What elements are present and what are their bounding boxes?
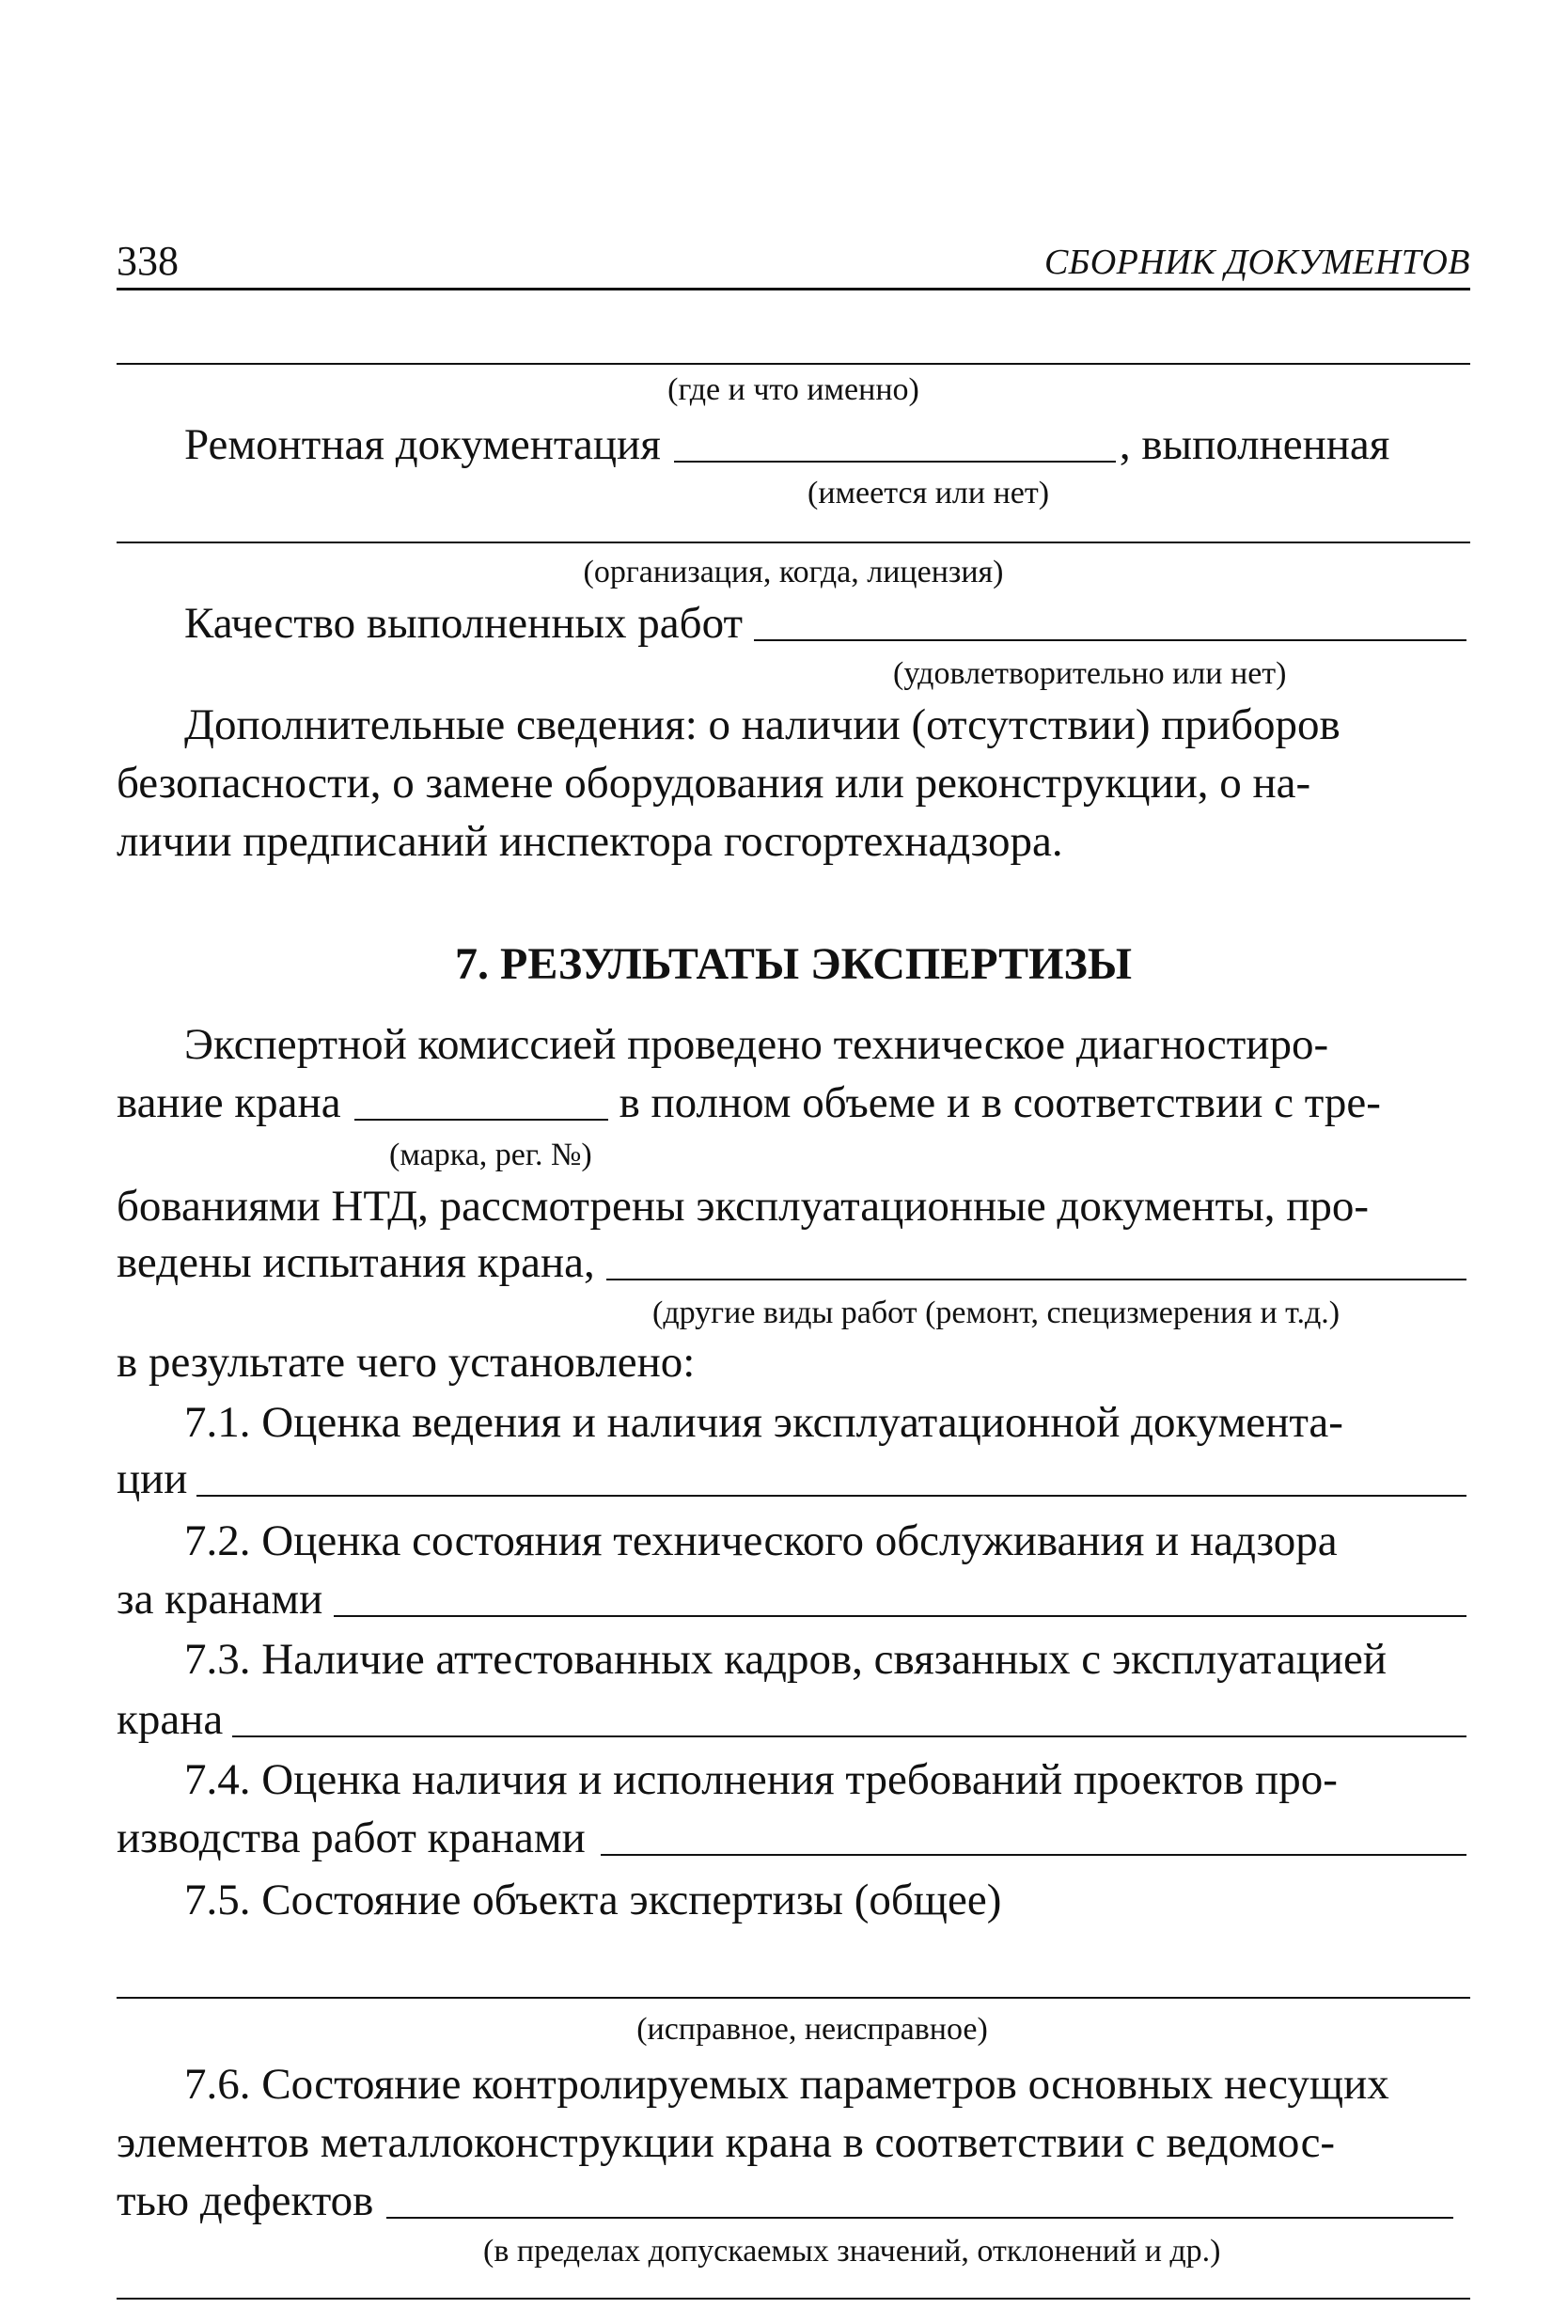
caption-satisfactory: (удовлетворительно или нет): [893, 656, 1287, 691]
item-7-4: [117, 1756, 1470, 1805]
item-7-6-cont: [117, 2119, 1470, 2168]
body-text: 7.5. Состояние объекта экспертизы (общее): [184, 1876, 1002, 1924]
caption-exists-or-not: (имеется или нет): [808, 476, 1050, 510]
blank-line: [117, 2298, 1470, 2300]
repair-doc-label: Ремонтная документация: [184, 420, 661, 469]
caption-other-works: (другие виды работ (ремонт, специзмерения и т.д.): [652, 1295, 1341, 1330]
body-text: вание крана: [117, 1078, 341, 1127]
caption-org-when-license: (организация, когда, лицензия): [583, 555, 1004, 589]
caption-where-what: (где и что именно): [667, 372, 919, 407]
section-title: 7. РЕЗУЛЬТАТЫ ЭКСПЕРТИЗЫ: [455, 939, 1132, 989]
repair-doc-line: [117, 421, 1470, 470]
quality-line: [117, 600, 1470, 649]
body-text: ции: [117, 1454, 188, 1503]
body-text: 7.3. Наличие аттестованных кадров, связанных с эксплуатацией: [184, 1635, 1388, 1684]
caption-brand-reg: (марка, рег. №): [389, 1138, 592, 1172]
body-text: 7.6. Состояние контролируемых параметров основных несущих: [184, 2060, 1389, 2109]
text-line: [117, 1021, 1470, 1070]
text-line: [117, 1183, 1470, 1232]
quality-blank: [754, 638, 1466, 641]
body-text: в результате чего установлено:: [117, 1338, 696, 1387]
tests-line: [117, 1239, 1470, 1288]
item-7-2-blank: [334, 1614, 1466, 1617]
item-7-5: [117, 1876, 1470, 1925]
text-line: [117, 1339, 1470, 1388]
text-line: [117, 818, 1470, 867]
item-7-6-blank: [386, 2216, 1453, 2219]
body-text: 7.1. Оценка ведения и наличия эксплуатационной документа-: [184, 1398, 1343, 1447]
item-7-2: [117, 1517, 1470, 1566]
text-line: [117, 760, 1470, 809]
body-text: 7.2. Оценка состояния технического обслуживания и надзора: [184, 1516, 1338, 1565]
text-line: [117, 701, 1470, 750]
blank-line: [117, 542, 1470, 543]
item-7-3-cont: [117, 1696, 1470, 1745]
tests-blank: [606, 1278, 1466, 1280]
item-7-4-blank: [601, 1853, 1466, 1856]
blank-line: [117, 363, 1470, 365]
document-page: [117, 0, 1470, 2324]
body-text: ведены испытания крана,: [117, 1238, 595, 1287]
body-text: Экспертной комиссией проведено техническое диагностиро-: [184, 1020, 1329, 1069]
item-7-1-blank: [196, 1494, 1466, 1497]
body-text: бованиями НТД, рассмотрены эксплуатационные документы, про-: [117, 1182, 1370, 1231]
item-7-2-cont: [117, 1576, 1470, 1625]
crane-brand-blank: [354, 1118, 608, 1121]
repair-doc-blank: [674, 460, 1116, 463]
body-text: тью дефектов: [117, 2176, 374, 2225]
item-7-1-cont: [117, 1455, 1470, 1504]
body-text: элементов металлоконструкции крана в соответствии с ведомос-: [117, 2118, 1336, 2167]
page-header: [117, 229, 1470, 290]
blank-line: [117, 1997, 1470, 1999]
item-7-6: [117, 2061, 1470, 2110]
page-number: 338: [117, 238, 179, 284]
extra-text: Дополнительные сведения: о наличии (отсутствии) приборов: [184, 700, 1341, 749]
body-text: в полном объеме и в соответствии с тре-: [619, 1078, 1381, 1127]
extra-text: личии предписаний инспектора госгортехнадзора.: [117, 817, 1063, 866]
running-title: СБОРНИК ДОКУМЕНТОВ: [1043, 243, 1470, 282]
performed-label: , выполненная: [1119, 420, 1390, 469]
item-7-3-blank: [232, 1735, 1466, 1737]
caption-serviceable: (исправное, неисправное): [636, 2012, 988, 2047]
body-text: изводства работ кранами: [117, 1814, 586, 1862]
body-text: крана: [117, 1695, 224, 1744]
item-7-6-defects: [117, 2177, 1457, 2226]
extra-text: безопасности, о замене оборудования или реконструкции, о на-: [117, 759, 1311, 808]
quality-label: Качество выполненных работ: [184, 599, 743, 648]
body-text: 7.4. Оценка наличия и исполнения требований проектов про-: [184, 1755, 1338, 1804]
item-7-1: [117, 1399, 1470, 1448]
body-text: за кранами: [117, 1575, 323, 1624]
caption-within-limits: (в пределах допускаемых значений, отклонений и др.): [483, 2234, 1221, 2269]
item-7-3: [117, 1636, 1470, 1685]
crane-line: [117, 1079, 1470, 1128]
item-7-4-cont: [117, 1814, 1470, 1863]
